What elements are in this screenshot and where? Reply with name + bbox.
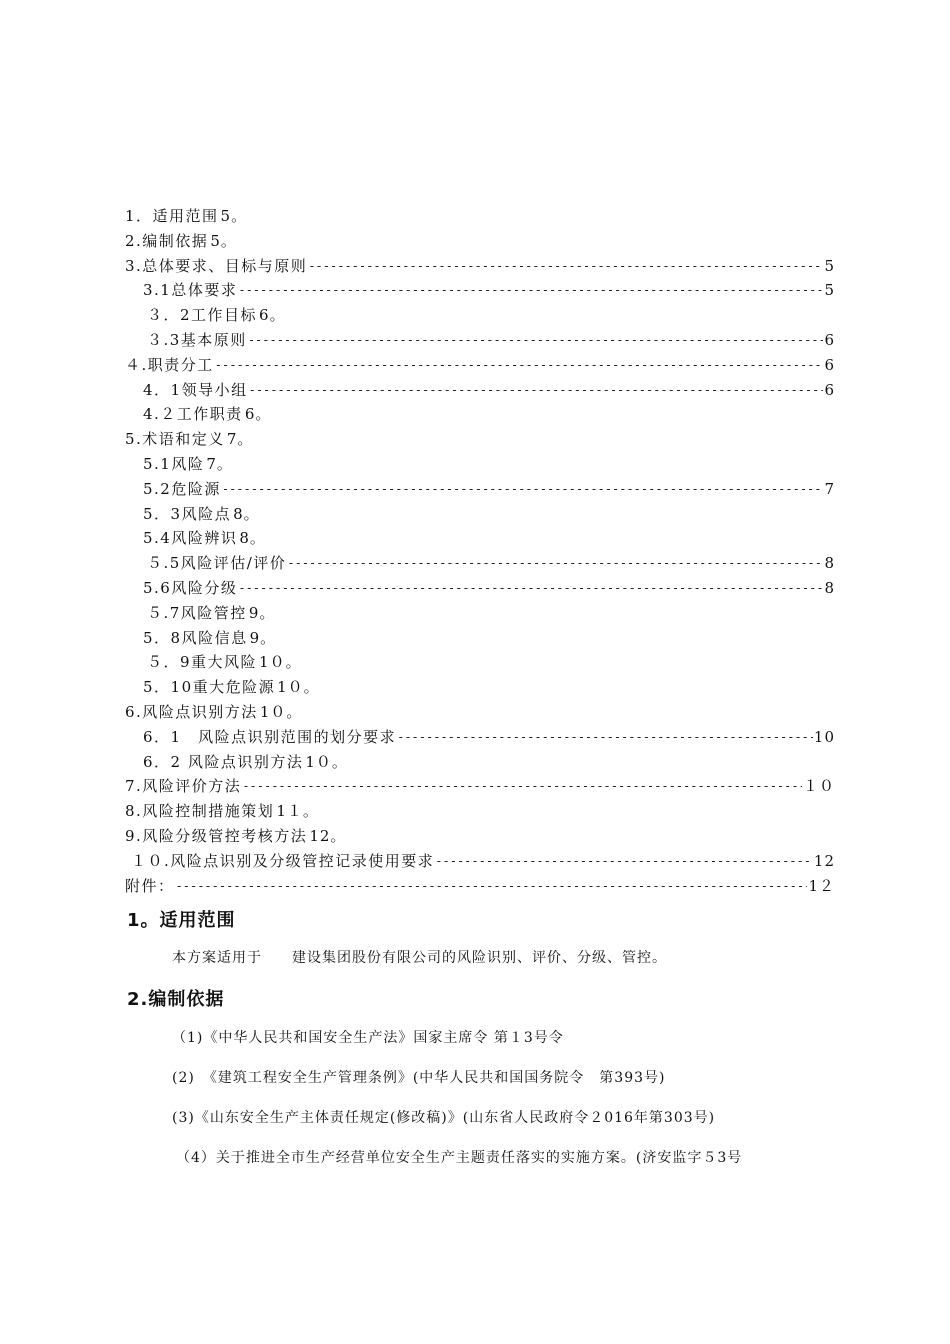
reference-item: （1)《中华人民共和国安全生产法》国家主席令 第１3号令 (172, 1030, 564, 1046)
toc-dot-leader (287, 551, 823, 576)
toc-entry-page-number: 9。 (249, 628, 277, 647)
toc-entry-label: 9.风险分级管控考核方法 (125, 826, 308, 845)
toc-entry-page-number: １０ (802, 777, 835, 796)
reference-item: (3)《山东安全生产主体责任规定(修改稿)》(山东省人民政府令２016年第303号) (172, 1110, 716, 1126)
toc-entry[interactable] (125, 750, 835, 775)
toc-entry-page-number: 1０。 (259, 653, 302, 672)
toc-entry[interactable] (125, 824, 835, 849)
section-1-heading: 1。适用范围 (127, 910, 236, 931)
toc-entry[interactable] (125, 328, 835, 353)
section-2-heading: 2.编制依据 (127, 989, 225, 1010)
toc-entry[interactable] (125, 477, 835, 502)
toc-entry-label: ５.5风险评估/评价 (147, 554, 287, 573)
toc-entry-label: 5．10重大危险源 (143, 678, 276, 697)
toc-entry-page-number: 12 (813, 851, 835, 870)
toc-entry-page-number: 1０。 (305, 752, 348, 771)
toc-entry[interactable] (125, 700, 835, 725)
toc-entry-page-number: 7。 (226, 430, 254, 449)
toc-entry-label: 5.2危险源 (143, 479, 221, 498)
reference-item: （4）关于推进全市生产经营单位安全生产主题责任落实的实施方案。(济安监字５3号 (176, 1150, 743, 1166)
toc-dot-leader (215, 353, 824, 378)
toc-entry-page-number: 7 (824, 479, 835, 498)
reference-item: (2) 《建筑工程安全生产管理条例》(中华人民共和国国务院令 第393号) (172, 1070, 666, 1086)
toc-entry[interactable] (125, 675, 835, 700)
toc-entry-label: ４.职责分工 (125, 355, 214, 374)
table-of-contents (125, 204, 835, 898)
toc-entry[interactable] (125, 874, 835, 899)
toc-entry[interactable] (125, 725, 835, 750)
toc-entry-page-number: 7。 (206, 454, 233, 473)
toc-entry-page-number: 12。 (309, 826, 347, 845)
toc-dot-leader (238, 576, 823, 601)
toc-dot-leader (435, 849, 813, 874)
toc-entry[interactable] (125, 452, 835, 477)
toc-entry-page-number: 10 (813, 727, 835, 746)
toc-entry-label: 5.6风险分级 (143, 578, 238, 597)
toc-entry-page-number: 6 (824, 330, 835, 349)
toc-entry[interactable] (125, 378, 835, 403)
toc-entry-label: 附件： (125, 876, 175, 895)
toc-entry-label: ３.3基本原则 (147, 330, 247, 349)
toc-entry[interactable] (125, 254, 835, 279)
toc-entry-label: 2.编制依据 (125, 231, 209, 250)
toc-entry[interactable] (125, 576, 835, 601)
toc-dot-leader (242, 774, 802, 799)
toc-entry-label: 3.总体要求、目标与原则 (125, 256, 308, 275)
toc-entry-page-number: 6 (824, 355, 835, 374)
toc-entry-page-number: 1０。 (277, 678, 320, 697)
toc-entry[interactable] (125, 650, 835, 675)
toc-entry-label: 1．适用范围 (125, 207, 219, 225)
toc-entry-page-number: 8。 (239, 529, 266, 548)
toc-entry[interactable] (125, 427, 835, 452)
toc-dot-leader (176, 874, 808, 899)
toc-entry[interactable] (125, 601, 835, 626)
toc-dot-leader (248, 328, 824, 353)
toc-entry-page-number: 5。 (220, 207, 248, 225)
toc-entry-label: 7.风险评价方法 (125, 777, 242, 796)
toc-entry[interactable] (125, 551, 835, 576)
toc-dot-leader (249, 378, 824, 403)
section-1-body: 本方案适用于 建设集团股份有限公司的风险识别、评价、分级、管控。 (172, 950, 667, 966)
toc-dot-leader (222, 477, 824, 502)
toc-entry-label: 5．3风险点 (143, 504, 232, 523)
toc-entry-label: 4．1领导小组 (143, 380, 248, 399)
toc-entry-page-number: 8。 (233, 504, 260, 523)
toc-entry[interactable] (125, 229, 835, 254)
toc-dot-leader (238, 278, 823, 303)
toc-entry-page-number: 8 (824, 578, 835, 597)
toc-dot-leader (397, 725, 813, 750)
toc-entry[interactable] (125, 353, 835, 378)
toc-entry-page-number: 1２ (808, 876, 835, 895)
toc-entry[interactable] (125, 626, 835, 651)
toc-entry-label: 6.风险点识别方法 (125, 702, 258, 721)
toc-entry[interactable] (125, 799, 835, 824)
toc-entry[interactable] (125, 774, 835, 799)
toc-entry-label: 5．8风险信息 (143, 628, 248, 647)
toc-entry-label: 5.术语和定义 (125, 430, 225, 449)
toc-entry-page-number: 1１。 (276, 802, 319, 821)
toc-entry[interactable] (125, 502, 835, 527)
toc-entry[interactable] (125, 402, 835, 427)
toc-entry-page-number: 5。 (210, 231, 237, 250)
toc-entry-label: ３．2工作目标 (147, 306, 258, 325)
toc-entry-label: 5.4风险辨识 (143, 529, 238, 548)
toc-entry-page-number: 6。 (244, 405, 272, 424)
toc-entry[interactable] (125, 278, 835, 303)
toc-entry-label: 6．1 风险点识别范围的划分要求 (143, 727, 397, 746)
toc-entry-label: 3.1总体要求 (143, 281, 238, 300)
toc-entry-page-number: 9。 (248, 603, 276, 622)
toc-entry-label: 5.1风险 (143, 454, 205, 473)
toc-entry-page-number: 6 (824, 380, 835, 399)
toc-entry-label: ５．9重大风险 (147, 653, 258, 672)
toc-entry-page-number: 8 (824, 554, 835, 573)
toc-entry[interactable] (125, 526, 835, 551)
toc-entry-page-number: 6。 (259, 306, 286, 325)
toc-entry-label: 6．2 风险点识别方法 (143, 752, 304, 771)
toc-dot-leader (308, 254, 823, 279)
toc-entry-page-number: 5 (824, 256, 835, 275)
toc-entry[interactable] (125, 849, 835, 874)
toc-entry-label: 4.２工作职责 (143, 405, 243, 424)
toc-entry-page-number: 5 (824, 281, 835, 300)
toc-entry-label: ５.7风险管控 (147, 603, 247, 622)
toc-entry-page-number: 1０。 (259, 702, 303, 721)
toc-entry-label: １０.风险点识别及分级管控记录使用要求 (131, 851, 435, 870)
toc-entry[interactable] (125, 303, 835, 328)
toc-entry[interactable] (125, 204, 835, 229)
toc-entry-label: 8.风险控制措施策划 (125, 802, 275, 821)
